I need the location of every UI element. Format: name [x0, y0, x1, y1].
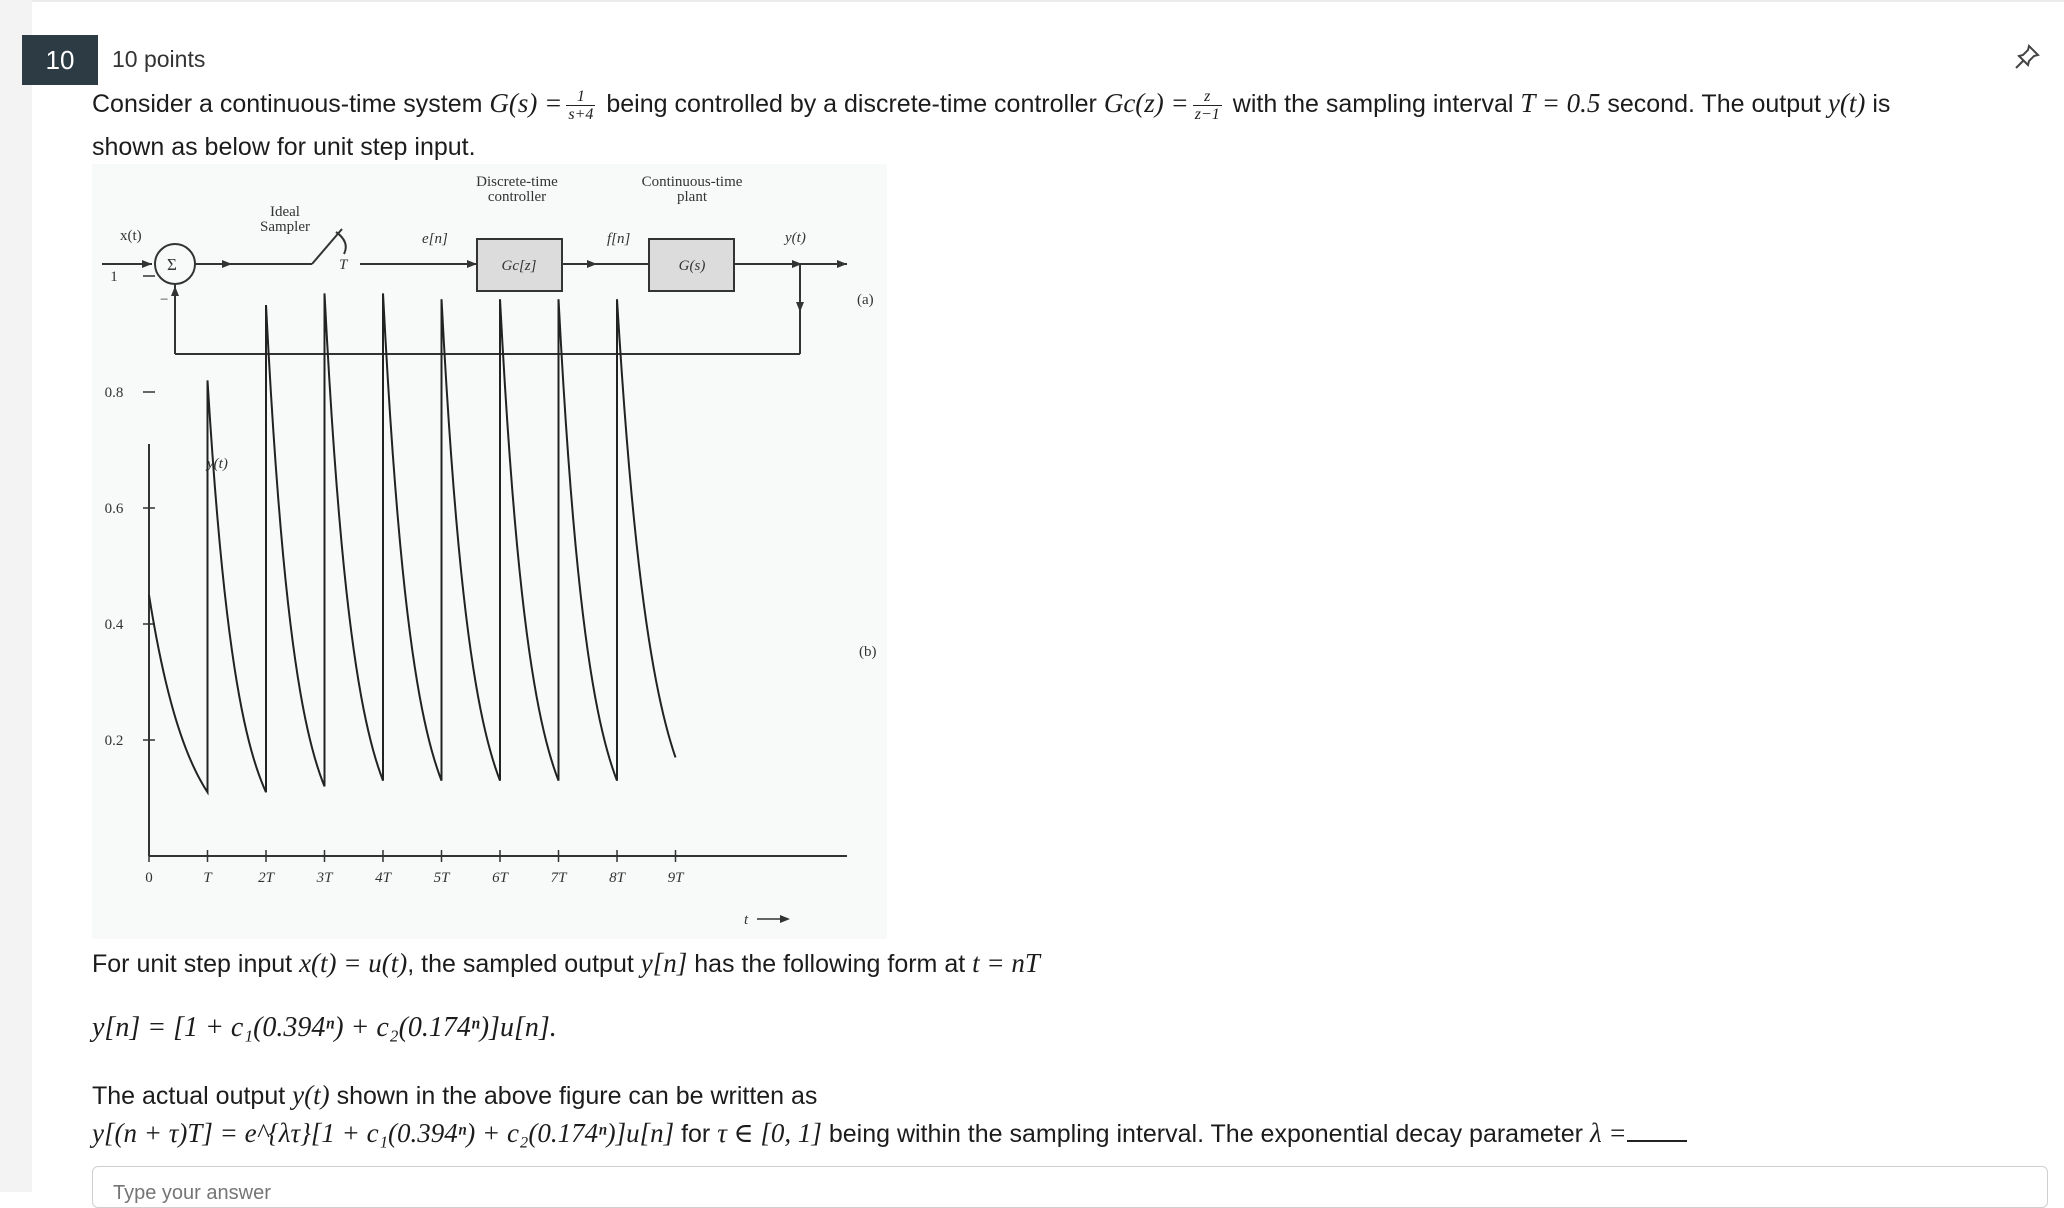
- system-figure: [92, 164, 887, 939]
- sampler-label-bottom: Sampler: [260, 219, 310, 235]
- para2-text-b: , the sampled output: [407, 950, 634, 978]
- plant-fraction: [566, 88, 595, 123]
- plant-caption-bottom: plant: [677, 189, 707, 205]
- x-tick-label: 3T: [316, 870, 333, 886]
- x-tick-label: T: [203, 870, 212, 886]
- answer-input[interactable]: [93, 1167, 2047, 1205]
- block-diagram: [102, 229, 847, 354]
- question-text-line-5: [92, 1118, 1687, 1149]
- step-input-expression: x(t) = u(t): [299, 948, 408, 978]
- top-divider: [32, 0, 2064, 2]
- actual-output-symbol: y(t): [292, 1080, 330, 1110]
- plot-ticks: [105, 269, 685, 886]
- left-gutter: [0, 0, 32, 1192]
- continuous-output-formula: y[(n + τ)T] = e^{λτ}[1 + c₁(0.394ⁿ) + c₂(0.174ⁿ)]u[n]: [92, 1118, 675, 1148]
- sampling-interval: T = 0.5: [1520, 88, 1601, 119]
- controller-transfer-function: Gc(z) =: [1103, 88, 1189, 119]
- output-symbol: y(t): [1827, 88, 1866, 119]
- para2-text-a: For unit step input: [92, 950, 293, 978]
- question-text-line-2: shown as below for unit step input.: [92, 133, 476, 161]
- y-tick-label: 0.8: [104, 385, 124, 401]
- x-tick-label: 8T: [609, 870, 625, 886]
- x-tick-label: 9T: [667, 870, 684, 886]
- part-a-label: (a): [857, 292, 874, 308]
- controller-caption-top: Discrete-time: [476, 174, 558, 190]
- x-tick-label: 6T: [492, 870, 508, 886]
- plot-axes: [149, 444, 847, 856]
- question-text-line-3: [92, 948, 1040, 979]
- y-tick-label: 0.2: [104, 733, 124, 749]
- intro-text-5: is: [1872, 90, 1891, 119]
- x-tick-label: 4T: [375, 870, 391, 886]
- time-axis-arrow: [757, 915, 790, 923]
- controller-caption-bottom: controller: [487, 189, 547, 205]
- error-signal-label: e[n]: [422, 231, 448, 247]
- sampler-label-top: Ideal: [270, 204, 300, 220]
- minus-sign: −: [160, 292, 169, 308]
- y-tick-label: 1: [110, 269, 118, 285]
- sample-period-label: T: [339, 257, 348, 273]
- y-tick-label: 0.6: [104, 501, 124, 517]
- summer-label: Σ: [167, 255, 177, 274]
- x-tick-label: 0: [145, 870, 153, 886]
- sampled-output-formula: y[n] = [1 + c₁(0.394ⁿ) + c₂(0.174ⁿ)]u[n].: [92, 1012, 557, 1043]
- tau-range: τ ∈ [0, 1]: [717, 1118, 822, 1148]
- input-label: x(t): [120, 228, 142, 244]
- intro-text-3: with the sampling interval: [1232, 90, 1514, 119]
- intro-text-2: being controlled by a discrete-time controller: [606, 90, 1097, 119]
- plant-transfer-function: G(s) =: [489, 88, 563, 119]
- plant-numerator: 1: [566, 88, 595, 106]
- controller-numerator: z: [1193, 88, 1222, 106]
- question-text-line-4: [92, 1080, 817, 1111]
- controller-denominator: z−1: [1194, 106, 1220, 123]
- para3-text-a: The actual output: [92, 1082, 286, 1110]
- para4-text-a: for: [681, 1120, 711, 1148]
- controller-block-label: Gc[z]: [501, 258, 537, 274]
- controller-fraction: [1193, 88, 1222, 123]
- intro-text-4: second. The output: [1607, 90, 1821, 119]
- question-text-line-1: [92, 88, 1890, 123]
- plant-block-label: G(s): [678, 258, 706, 274]
- sampled-output-symbol: y[n]: [640, 948, 688, 978]
- answer-blank: [1627, 1120, 1687, 1142]
- pin-icon[interactable]: [2012, 42, 2042, 72]
- step-response-curve: [149, 293, 676, 792]
- output-label: y(t): [785, 230, 806, 246]
- para2-text-c: has the following form at: [694, 950, 966, 978]
- x-tick-label: 7T: [550, 870, 567, 886]
- lambda-symbol: λ =: [1589, 1118, 1627, 1148]
- sample-time-expression: t = nT: [972, 948, 1040, 978]
- para4-text-b: being within the sampling interval. The exponential decay parameter: [828, 1120, 1583, 1148]
- part-b-label: (b): [859, 644, 877, 660]
- plant-caption-top: Continuous-time: [641, 174, 743, 190]
- intro-text-1: Consider a continuous-time system: [92, 90, 483, 119]
- x-tick-label: 5T: [433, 870, 450, 886]
- plant-denominator: s+4: [568, 106, 594, 123]
- question-number-badge: 10: [22, 35, 98, 85]
- para3-text-b: shown in the above figure can be written as: [336, 1082, 818, 1110]
- answer-box[interactable]: [92, 1166, 2048, 1208]
- x-tick-label: 2T: [258, 870, 274, 886]
- y-tick-label: 0.4: [104, 617, 124, 633]
- control-signal-label: f[n]: [607, 231, 631, 247]
- plot-y-label: y(t): [207, 456, 228, 472]
- points-label: 10 points: [112, 46, 206, 72]
- figure-svg: [92, 164, 887, 939]
- time-axis-label: t: [744, 912, 749, 928]
